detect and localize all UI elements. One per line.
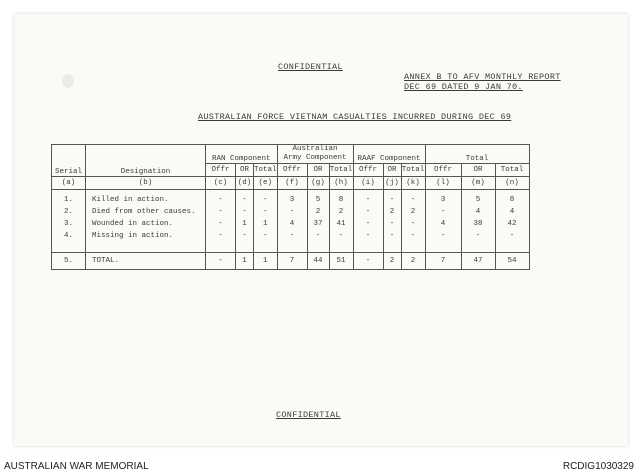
table-cell: 5 xyxy=(307,190,329,207)
total-cell: 7 xyxy=(425,253,461,270)
table-cell: - xyxy=(353,206,383,218)
group-header-row xyxy=(52,145,530,164)
table-cell: 2 xyxy=(383,206,401,218)
col-letter: (h) xyxy=(329,177,353,190)
table-cell: 41 xyxy=(329,218,353,230)
table-cell: - xyxy=(307,230,329,242)
col-letter: (k) xyxy=(401,177,425,190)
table-cell: - xyxy=(206,206,236,218)
footer-reference: RCDIG1030329 xyxy=(562,461,634,472)
classification-bottom: CONFIDENTIAL xyxy=(276,410,341,420)
table-cell: 8 xyxy=(495,190,529,207)
total-cell: 47 xyxy=(461,253,495,270)
table-cell: - xyxy=(236,190,254,207)
archive-footer xyxy=(0,452,640,475)
designation-cell: Died from other causes. xyxy=(86,206,206,218)
col-letter: (b) xyxy=(86,177,206,190)
table-row xyxy=(52,218,530,230)
table-cell: - xyxy=(329,230,353,242)
total-cell: - xyxy=(353,253,383,270)
col-header: Total xyxy=(401,164,425,177)
table-cell: - xyxy=(236,206,254,218)
table-cell: 2 xyxy=(307,206,329,218)
col-header: OR xyxy=(383,164,401,177)
column-letter-row xyxy=(52,177,530,190)
casualties-table xyxy=(51,144,530,270)
annex-line-2: DEC 69 DATED 9 JAN 70. xyxy=(404,82,523,92)
table-cell: - xyxy=(401,190,425,207)
col-header: OR xyxy=(461,164,495,177)
document-page xyxy=(14,14,628,446)
total-cell: 7 xyxy=(277,253,307,270)
total-cell: - xyxy=(206,253,236,270)
group-army-line2: Army Component xyxy=(283,154,347,162)
col-header: Offr xyxy=(277,164,307,177)
table-cell: - xyxy=(383,230,401,242)
table-cell: 1 xyxy=(254,218,278,230)
total-cell: 44 xyxy=(307,253,329,270)
table-cell: - xyxy=(254,230,278,242)
total-cell: 2 xyxy=(383,253,401,270)
total-cell: 5. xyxy=(52,253,86,270)
col-letter: (c) xyxy=(206,177,236,190)
table-cell: - xyxy=(401,218,425,230)
col-letter: (l) xyxy=(425,177,461,190)
col-letter: (m) xyxy=(461,177,495,190)
col-letter: (j) xyxy=(383,177,401,190)
table-cell: 37 xyxy=(307,218,329,230)
table-cell: - xyxy=(254,190,278,207)
table-cell: - xyxy=(401,230,425,242)
classification-top: CONFIDENTIAL xyxy=(278,62,343,72)
table-cell: 2. xyxy=(52,206,86,218)
table-cell: 3 xyxy=(277,190,307,207)
col-header: OR xyxy=(307,164,329,177)
designation-cell: TOTAL. xyxy=(86,253,206,270)
table-cell: 2 xyxy=(329,206,353,218)
table-cell: - xyxy=(254,206,278,218)
col-header: Serial xyxy=(52,145,86,177)
table-row xyxy=(52,190,530,207)
table-cell: - xyxy=(236,230,254,242)
total-cell: 2 xyxy=(401,253,425,270)
table-cell: - xyxy=(206,190,236,207)
table-cell: 2 xyxy=(401,206,425,218)
col-header: OR xyxy=(236,164,254,177)
designation-cell: Missing in action. xyxy=(86,230,206,242)
group-army-line1: Australian xyxy=(292,145,338,153)
table-cell: - xyxy=(425,206,461,218)
punch-hole xyxy=(62,74,74,88)
table-cell: 3 xyxy=(425,190,461,207)
table-cell: - xyxy=(461,230,495,242)
col-header: Offr xyxy=(353,164,383,177)
group-total: Total xyxy=(425,145,529,164)
col-header: Offr xyxy=(425,164,461,177)
designation-cell: Killed in action. xyxy=(86,190,206,207)
table-cell: - xyxy=(353,218,383,230)
col-letter: (n) xyxy=(495,177,529,190)
table-row xyxy=(52,206,530,218)
table-cell: 4 xyxy=(495,206,529,218)
group-raaf: RAAF Component xyxy=(353,145,425,164)
total-cell: 1 xyxy=(236,253,254,270)
table-cell: - xyxy=(383,218,401,230)
table-cell: 38 xyxy=(461,218,495,230)
table-cell: - xyxy=(277,206,307,218)
table-body xyxy=(52,190,530,243)
total-cell: 1 xyxy=(254,253,278,270)
table-cell: 1 xyxy=(236,218,254,230)
table-cell: 5 xyxy=(461,190,495,207)
table-cell: 4 xyxy=(277,218,307,230)
table-cell: 4. xyxy=(52,230,86,242)
col-header: Designation xyxy=(86,145,206,177)
table-cell: - xyxy=(206,230,236,242)
total-cell: 54 xyxy=(495,253,529,270)
spacer-row xyxy=(52,242,530,253)
footer-source: AUSTRALIAN WAR MEMORIAL xyxy=(4,461,149,472)
table-cell: - xyxy=(353,190,383,207)
annex-line-1: ANNEX B TO AFV MONTHLY REPORT xyxy=(404,72,561,82)
document-title: AUSTRALIAN FORCE VIETNAM CASUALTIES INCURRED DURING DEC 69 xyxy=(198,112,512,122)
col-header: Offr xyxy=(206,164,236,177)
table-cell: - xyxy=(353,230,383,242)
group-army xyxy=(277,145,353,164)
table-cell: - xyxy=(277,230,307,242)
table-cell: 4 xyxy=(425,218,461,230)
col-letter: (f) xyxy=(277,177,307,190)
table-cell: 42 xyxy=(495,218,529,230)
table-row xyxy=(52,230,530,242)
col-header: Total xyxy=(495,164,529,177)
col-letter: (a) xyxy=(52,177,86,190)
col-letter: (g) xyxy=(307,177,329,190)
table-cell: 1. xyxy=(52,190,86,207)
table-cell: 3. xyxy=(52,218,86,230)
col-header: Total xyxy=(254,164,278,177)
col-letter: (i) xyxy=(353,177,383,190)
table-cell: - xyxy=(206,218,236,230)
col-letter: (d) xyxy=(236,177,254,190)
table-cell: 8 xyxy=(329,190,353,207)
total-row xyxy=(52,253,530,270)
table-cell: - xyxy=(383,190,401,207)
group-ran: RAN Component xyxy=(206,145,278,164)
table-cell: - xyxy=(425,230,461,242)
col-letter: (e) xyxy=(254,177,278,190)
table-cell: 4 xyxy=(461,206,495,218)
col-header: Total xyxy=(329,164,353,177)
designation-cell: Wounded in action. xyxy=(86,218,206,230)
table-cell: - xyxy=(495,230,529,242)
total-cell: 51 xyxy=(329,253,353,270)
